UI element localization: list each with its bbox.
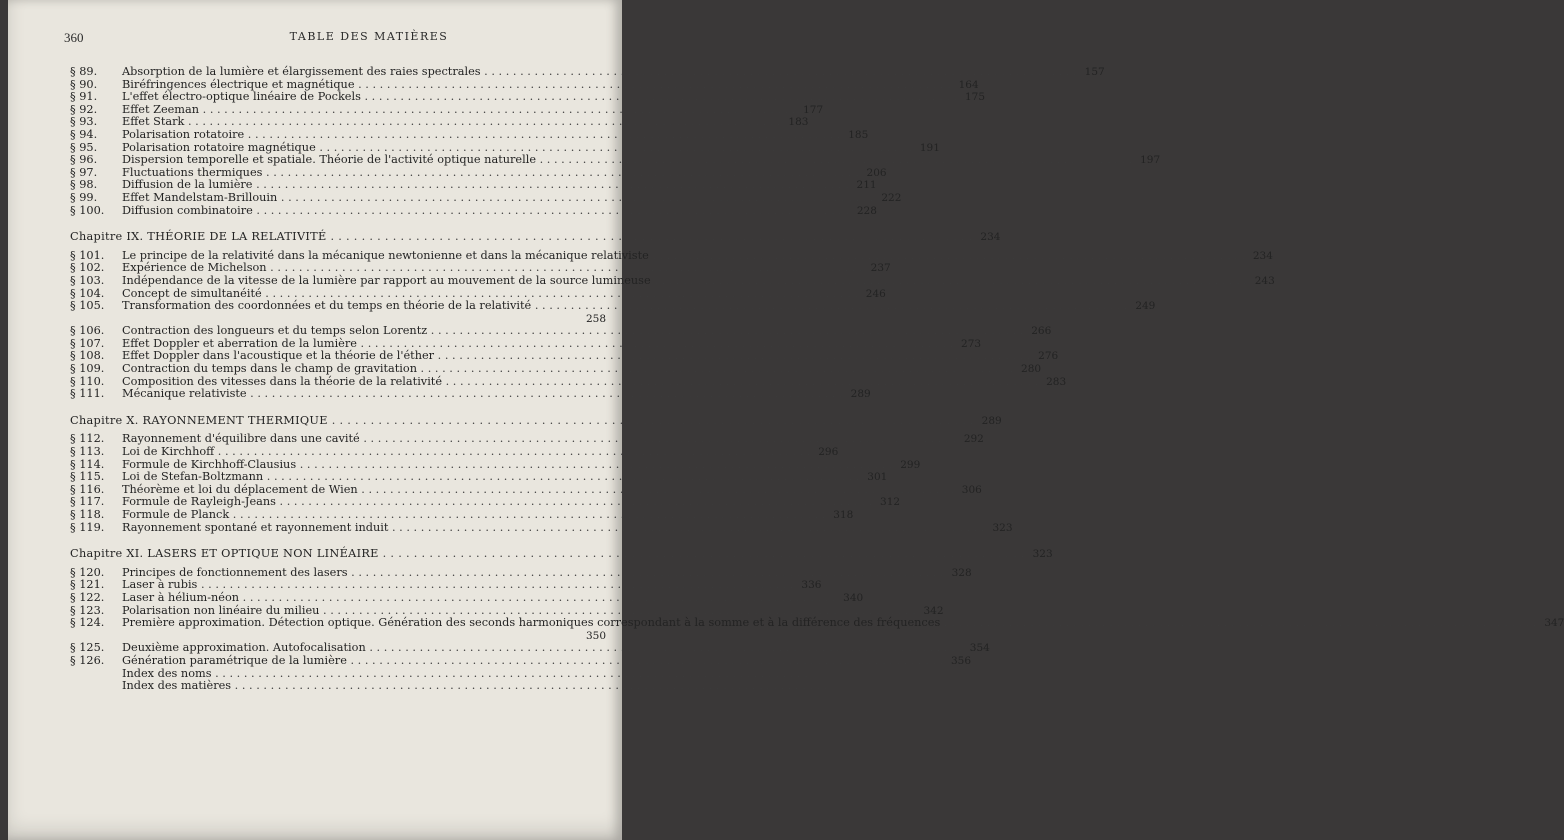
section-number: § 125. bbox=[70, 641, 105, 655]
section-number: § 104. bbox=[70, 286, 105, 300]
section-number: § 117. bbox=[70, 495, 105, 509]
page-reference: 350 bbox=[585, 629, 606, 642]
page-reference: 323 bbox=[992, 521, 1013, 534]
toc-entry bbox=[70, 520, 1013, 535]
entry-title: Théorème et loi du déplacement de Wien . . . bbox=[122, 484, 954, 497]
section-number: § 107. bbox=[70, 336, 105, 350]
page-reference: 183 bbox=[788, 116, 809, 129]
page-reference: 299 bbox=[900, 458, 921, 471]
page-reference: 336 bbox=[801, 579, 822, 592]
entry-title: Diffusion combinatoire . . . bbox=[122, 205, 849, 218]
section-number: § 98. bbox=[70, 178, 98, 192]
entry-title: Composition des vitesses dans la théorie de la relativité . . . bbox=[122, 376, 1038, 389]
table-of-contents bbox=[70, 65, 1564, 693]
section-number: § 120. bbox=[70, 565, 105, 579]
section-number: § 89. bbox=[70, 65, 98, 78]
entry-title: Principes de fonctionnement des lasers . . . bbox=[122, 567, 944, 580]
entry-title: Rayonnement spontané et rayonnement induit . . . bbox=[122, 522, 985, 535]
page-reference: 356 bbox=[950, 654, 972, 667]
entry-title: Polarisation non linéaire du milieu . . . bbox=[122, 605, 916, 618]
page-reference: 175 bbox=[964, 91, 986, 104]
entry-title: Loi de Kirchhoff . . . bbox=[122, 446, 810, 459]
entry-title: Le principe de la relativité dans la mécanique newtonienne et dans la mécanique relativiste . . . bbox=[122, 250, 1245, 263]
toc-entry bbox=[70, 590, 864, 605]
toc-entry bbox=[70, 127, 869, 142]
entry-title: L'effet électro-optique linéaire de Pockels . . . bbox=[122, 91, 957, 104]
page-reference: 228 bbox=[856, 204, 877, 217]
entry-title: Contraction du temps dans le champ de gravitation . . . bbox=[122, 363, 1013, 376]
toc-entry bbox=[70, 387, 871, 401]
section-number: § 106. bbox=[70, 324, 105, 338]
entry-title: Indépendance de la vitesse de la lumière par rapport au mouvement de la source lumineuse . . . bbox=[122, 275, 1247, 288]
section-number: § 121. bbox=[70, 578, 105, 592]
entry-title: Polarisation rotatoire magnétique . . . bbox=[122, 142, 912, 155]
entry-title: Absorption de la lumière et élargissement des raies spectrales . . . bbox=[122, 66, 1077, 79]
page-reference: 164 bbox=[958, 78, 979, 91]
page-reference: 206 bbox=[866, 166, 887, 179]
page-reference: 243 bbox=[1254, 274, 1275, 287]
page-reference: 258 bbox=[585, 312, 606, 325]
entry-title: Génération paramétrique de la lumière . . . bbox=[122, 655, 943, 668]
chapter-heading bbox=[70, 413, 1002, 428]
entry-title: Laser à hélium-néon . . . bbox=[122, 592, 835, 605]
toc-entry bbox=[70, 616, 1564, 630]
page-reference: 249 bbox=[1135, 300, 1156, 313]
page-reference: 266 bbox=[1031, 325, 1052, 338]
toc-entry bbox=[70, 90, 986, 104]
entry-title: Polarisation rotatoire . . . bbox=[122, 129, 840, 142]
running-title: TABLE DES MATIÈRES bbox=[289, 30, 449, 43]
entry-title: Transformation des coordonnées et du temps en théorie de la relativité . . . bbox=[122, 300, 1127, 313]
toc-entry bbox=[70, 445, 839, 459]
section-number: § 108. bbox=[70, 349, 105, 363]
page-reference: 323 bbox=[1032, 548, 1053, 561]
entry-title: Contraction des longueurs et du temps selon Lorentz . . . bbox=[122, 325, 1023, 338]
entry-title: Première approximation. Détection optique. Génération des seconds harmoniques correspondant à la somme et à la différence des fréquences . . . bbox=[122, 617, 1536, 630]
entry-title: Effet Zeeman . . . bbox=[122, 104, 795, 117]
page-reference: 318 bbox=[833, 509, 854, 521]
section-number: § 92. bbox=[70, 102, 98, 116]
entry-title: Fluctuations thermiques . . . bbox=[122, 167, 859, 180]
section-number: § 124. bbox=[70, 616, 105, 630]
toc-entry bbox=[70, 362, 1042, 376]
section-number: § 90. bbox=[70, 77, 98, 91]
section-number: § 114. bbox=[70, 457, 105, 471]
entry-title: Formule de Planck . . . bbox=[122, 509, 825, 522]
section-number: § 123. bbox=[70, 603, 105, 617]
page-reference: 306 bbox=[961, 483, 982, 496]
section-number: § 113. bbox=[70, 445, 105, 459]
toc-entry bbox=[70, 190, 902, 205]
page-reference: 185 bbox=[848, 128, 869, 141]
page-reference: 234 bbox=[980, 231, 1001, 244]
page-reference: 289 bbox=[981, 414, 1002, 427]
page-reference: 289 bbox=[850, 388, 871, 401]
chapter-heading bbox=[70, 230, 1001, 244]
page-header bbox=[64, 30, 594, 50]
entry-title: Loi de Stefan-Boltzmann . . . bbox=[122, 471, 859, 484]
page-reference: 292 bbox=[963, 433, 984, 446]
section-number: § 109. bbox=[70, 362, 105, 376]
page-reference: 354 bbox=[969, 642, 990, 655]
toc-entry bbox=[70, 65, 1105, 79]
page-reference: 191 bbox=[919, 141, 940, 154]
section-number: § 91. bbox=[70, 90, 98, 104]
entry-title: Index des noms . . . bbox=[122, 668, 808, 681]
page-reference: 347 bbox=[1544, 617, 1564, 630]
entry-title: Effet Doppler et aberration de la lumière . . . bbox=[122, 338, 953, 351]
chapter-title: Chapitre XI. LASERS ET OPTIQUE NON LINÉAIRE . . . bbox=[70, 548, 1025, 561]
entry-title: Index des matières . . . bbox=[122, 680, 827, 693]
section-number: § 122. bbox=[70, 590, 105, 604]
page-reference: 237 bbox=[870, 262, 891, 275]
entry-title: Rayonnement d'équilibre dans une cavité . . . bbox=[122, 433, 956, 446]
page-reference: 273 bbox=[961, 337, 982, 350]
page-reference: 157 bbox=[1084, 66, 1105, 78]
section-number: § 96. bbox=[70, 153, 98, 167]
entry-title: Deuxième approximation. Autofocalisation . . . bbox=[122, 642, 962, 655]
page-reference: 280 bbox=[1021, 363, 1042, 376]
entry-title: Concept de simultanéité . . . bbox=[122, 288, 858, 301]
entry-title: Formule de Kirchhoff-Clausius . . . bbox=[122, 459, 892, 472]
section-number: § 118. bbox=[70, 508, 105, 521]
chapter-heading bbox=[70, 547, 1053, 561]
page-reference: 283 bbox=[1046, 375, 1067, 388]
page-reference: 296 bbox=[818, 446, 839, 459]
page-reference: 234 bbox=[1252, 249, 1273, 262]
page-reference: 312 bbox=[880, 496, 901, 509]
section-number: § 101. bbox=[70, 248, 105, 262]
book-page bbox=[8, 0, 1564, 840]
entry-title: Effet Stark . . . bbox=[122, 116, 780, 129]
section-number: § 94. bbox=[70, 127, 98, 141]
toc-entry bbox=[70, 203, 877, 218]
section-number: § 110. bbox=[70, 374, 105, 388]
page-reference: 177 bbox=[803, 103, 824, 116]
page-reference: 246 bbox=[865, 287, 886, 300]
toc-entry bbox=[70, 653, 972, 668]
chapter-title: Chapitre IX. THÉORIE DE LA RELATIVITÉ . . . bbox=[70, 231, 972, 244]
page-reference: 301 bbox=[867, 471, 888, 484]
toc-entry bbox=[70, 153, 1161, 167]
section-number: § 111. bbox=[70, 387, 105, 401]
entry-title: Laser à rubis . . . bbox=[122, 579, 793, 592]
section-number: § 99. bbox=[70, 190, 98, 204]
toc-entry bbox=[70, 680, 606, 693]
page-reference: 211 bbox=[856, 179, 877, 192]
entry-title: Effet Mandelstam-Brillouin . . . bbox=[122, 192, 873, 205]
section-number: § 119. bbox=[70, 520, 105, 534]
entry-title: Biréfringences électrique et magnétique . . . bbox=[122, 79, 951, 92]
section-number: § 97. bbox=[70, 165, 98, 179]
section-number: § 95. bbox=[70, 140, 98, 154]
entry-title: Dispersion temporelle et spatiale. Théorie de l'activité optique naturelle . . . bbox=[122, 154, 1132, 167]
toc-entry bbox=[70, 299, 1156, 313]
page-reference: 340 bbox=[843, 591, 864, 604]
page-reference: 222 bbox=[881, 191, 902, 204]
entry-title: Expérience de Michelson . . . bbox=[122, 262, 863, 275]
toc-entry bbox=[70, 470, 888, 484]
entry-title: Mécanique relativiste . . . bbox=[122, 388, 843, 401]
entry-title: Effet Doppler dans l'acoustique et la théorie de l'éther . . . bbox=[122, 350, 1030, 363]
toc-entry bbox=[70, 508, 854, 522]
section-number: § 100. bbox=[70, 203, 105, 217]
entry-title: Diffusion de la lumière . . . bbox=[122, 179, 849, 192]
section-number: § 102. bbox=[70, 261, 105, 275]
page-reference: 328 bbox=[951, 566, 972, 579]
page-number: 360 bbox=[64, 30, 84, 45]
section-number: § 116. bbox=[70, 482, 105, 496]
section-number: § 93. bbox=[70, 115, 98, 129]
toc-entry bbox=[70, 324, 1052, 338]
section-number: § 105. bbox=[70, 299, 105, 313]
entry-title: Formule de Rayleigh-Jeans . . . bbox=[122, 496, 872, 509]
page-reference: 276 bbox=[1038, 350, 1059, 363]
page-reference: 342 bbox=[923, 604, 944, 617]
section-number: § 126. bbox=[70, 653, 105, 667]
chapter-title: Chapitre X. RAYONNEMENT THERMIQUE . . . bbox=[70, 415, 974, 428]
section-number: § 103. bbox=[70, 273, 105, 287]
section-number: § 112. bbox=[70, 432, 105, 446]
page-reference: 197 bbox=[1140, 154, 1161, 167]
toc-entry bbox=[70, 273, 1275, 288]
section-number: § 115. bbox=[70, 470, 105, 484]
